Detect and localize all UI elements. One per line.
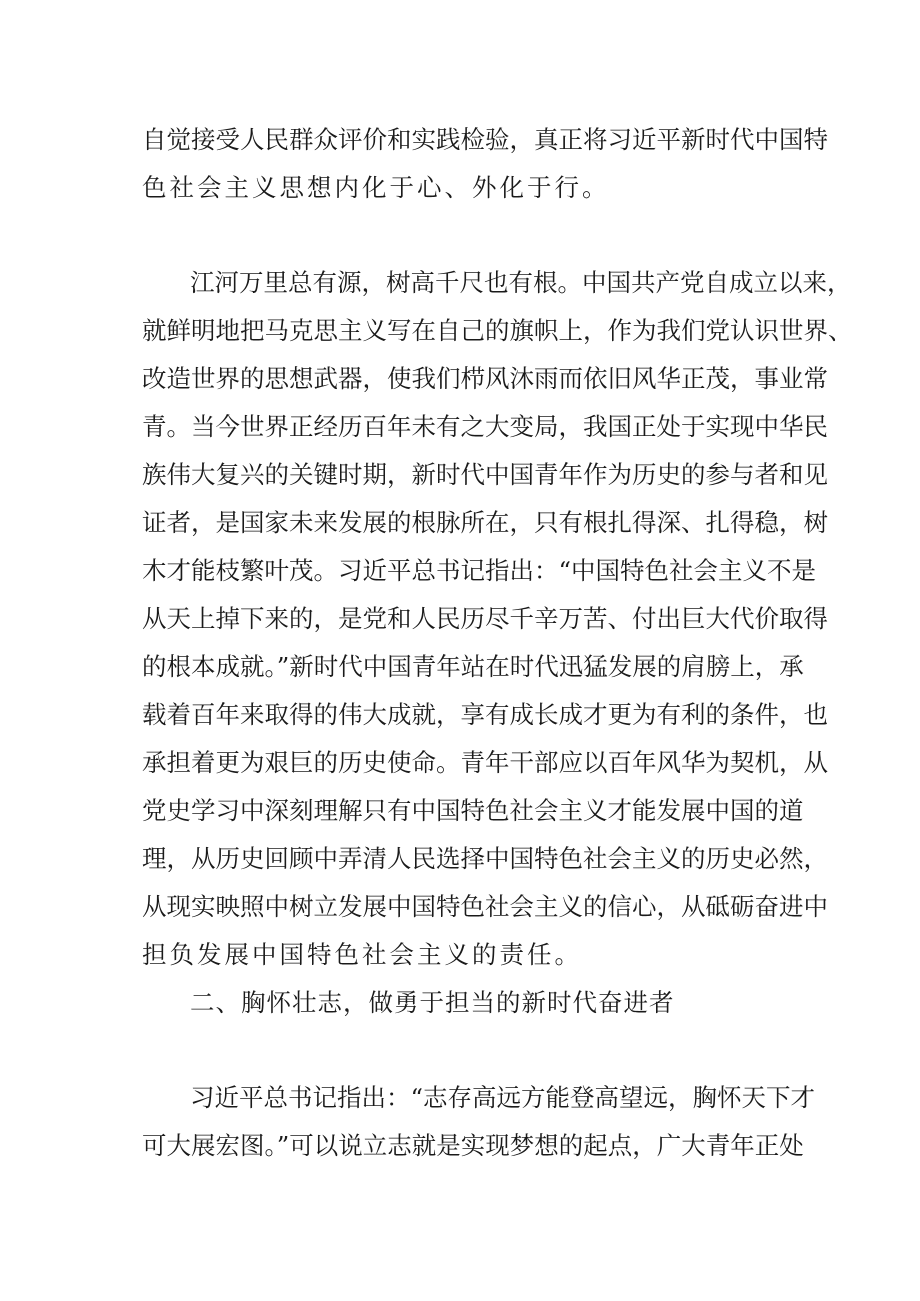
text-line: 色社会主义思想内化于心、外化于行。	[142, 173, 610, 202]
text-line: 理，从历史回顾中弄清人民选择中国特色社会主义的历史必然，	[142, 844, 828, 873]
text-line: 从天上掉下来的，是党和人民历尽千辛万苦、付出巨大代价取得	[142, 604, 828, 633]
text-line: 承担着更为艰巨的历史使命。青年干部应以百年风华为契机，从	[142, 748, 828, 777]
text-line: 载着百年来取得的伟大成就，享有成长成才更为有利的条件，也	[142, 700, 828, 729]
text-line: 族伟大复兴的关键时期，新时代中国青年作为历史的参与者和见	[142, 460, 828, 489]
text-line: 担负发展中国特色社会主义的责任。	[142, 940, 582, 969]
text-line: 可大展宏图。”可以说立志就是实现梦想的起点，广大青年正处	[142, 1131, 804, 1160]
text-line: 从现实映照中树立发展中国特色社会主义的信心，从砥砺奋进中	[142, 892, 828, 921]
text-line: 党史学习中深刻理解只有中国特色社会主义才能发展中国的道	[142, 796, 804, 825]
text-line: 的根本成就。”新时代中国青年站在时代迅猛发展的肩膀上，承	[142, 652, 804, 681]
text-line: 习近平总书记指出：“志存高远方能登高望远，胸怀天下才	[190, 1083, 816, 1112]
text-line: 自觉接受人民群众评价和实践检验，真正将习近平新时代中国特	[142, 125, 828, 154]
text-line: 江河万里总有源，树高千尺也有根。中国共产党自成立以来，	[190, 268, 852, 297]
text-line: 改造世界的思想武器，使我们栉风沐雨而依旧风华正茂，事业常	[142, 364, 828, 393]
text-line: 就鲜明地把马克思主义写在自己的旗帜上，作为我们党认识世界、	[142, 316, 853, 345]
section-heading: 二、胸怀壮志，做勇于担当的新时代奋进者	[190, 988, 675, 1017]
text-line: 证者，是国家未来发展的根脉所在，只有根扎得深、扎得稳，树	[142, 508, 828, 537]
text-line: 木才能枝繁叶茂。习近平总书记指出：“中国特色社会主义不是	[142, 556, 817, 585]
text-line: 青。当今世界正经历百年未有之大变局，我国正处于实现中华民	[142, 412, 828, 441]
